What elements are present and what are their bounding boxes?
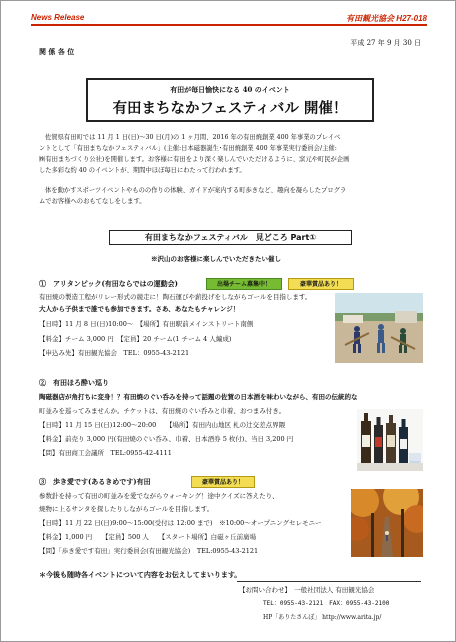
event-line: 陶磁器店が角打ちに変身！？有田焼のぐい呑みを持って話題の佐賀の日本酒を味わいながら、有田の伝統的な [39, 393, 358, 401]
intro-line: した多彩な約 40 のイベントが、期間中ほぼ毎日にわたって行われます。 [39, 167, 246, 174]
closing-note: ＊今後も随時各イベントについて内容をお伝えしてまいります。 [39, 570, 242, 579]
title-box [86, 78, 374, 122]
addressee: 関 係 各 位 [39, 47, 75, 56]
event-title-3: ③ 歩き愛です(あるきめです)有田 [39, 477, 151, 486]
event-detail: 【日時】11 月 8 日(日)10:00～ 【場所】有田駅前メインストリート南側 [39, 320, 254, 328]
section-note: ※沢山のお客様に楽しんでいただきたい催し [151, 255, 281, 263]
event-detail: 【料金】チーム 3,000 円 【定員】20 チーム(1 チーム 4 人編成) [39, 335, 232, 343]
contact-website[interactable]: HP「ありたさんぽ」 http://www.arita.jp/ [263, 614, 382, 621]
photo-autumn-path [351, 489, 423, 557]
event-line: 参数針を持って有田の町並みを愛でながらウォーキング！途中クイズに答えたり、 [39, 492, 279, 500]
contact-box [237, 581, 421, 631]
event-line: 大人から子供まで誰でも参加できます。さあ、あなたもチャレンジ！ [39, 305, 240, 313]
event-title-1: ① アリタンピック(有田ならではの運動会) [39, 279, 178, 288]
page-title: 有田まちなかフェスティバル 開催！ [112, 101, 348, 117]
intro-line: ムでお客様へのおもてなしをします。 [39, 198, 146, 205]
badge-prize: 豪華賞品あり！ [191, 476, 255, 488]
section-title-box: 有田まちなかフェスティバル 見どころ Part① [109, 230, 352, 245]
intro-line: 体を動かすスポーツイベントやものの作りの体験、ガイドが案内する町歩きなど、趣向を凝らしたプログラ [45, 187, 347, 194]
event-detail: 【申込み先】有田観光協会 TEL：0955-43-2121 [39, 349, 190, 357]
badge-team-recruit: 出場チーム募集中！ [206, 278, 282, 290]
header-news-release: News Release [31, 13, 85, 22]
event-detail: 【料金】1,000 円 【定員】500 人 【スタート場所】白磁ヶ丘前廣場 [39, 533, 257, 541]
event-line: 町並みを巡ってみませんか。チケットは、有田焼のぐい呑みと巾着、おつまみ付き。 [39, 407, 286, 415]
intro-line: 佐賀県有田町では 11 月 1 日(日)～30 日(月)の 1 ヶ月間、2016 年の有田焼創業 400 年事業のプレイベ [45, 134, 341, 141]
contact-phone: TEL：0955-43-2121 FAX：0955-43-2100 [263, 600, 390, 607]
header-rule [31, 24, 427, 26]
event-detail: 【日時】11 月 22 日(日)9:00～15:00(受付は 12:00 まで) ※10:00～オープニングセレモニー [39, 519, 322, 527]
event-line: 焼物に上るサンタを探したりしながらゴールを目指します。 [39, 505, 214, 513]
photo-sake-bottles [357, 409, 423, 471]
contact-org: 【お問い合わせ】 一般社団法人 有田観光協会 [239, 586, 375, 594]
intro-line: ㈱有田まちづくり公社)を開催します。お客様に有田をより深く楽しんでいただけるように、窯元や町民が企画 [39, 156, 350, 163]
intro-line: ントとして「有田まちなかフェスティバル」(主催:日本磁器誕生･有田焼創業 400 年事業実行委員会/主催: [39, 145, 337, 152]
event-line: 有田焼の製造工程がリレー形式の競走に！陶石運びや薪投げをしながらゴールを目指します。 [39, 293, 312, 301]
event-detail: 【日時】11 月 15 日(日)12:00～20:00 【場所】有田内山地区 札の辻交差点界隈 [39, 421, 286, 429]
title-subtitle: 有田が毎日愉快になる 40 のイベント [170, 85, 290, 94]
photo-relay-race [335, 293, 423, 363]
header-org-code: 有田観光協会 H27-018 [346, 14, 427, 23]
event-detail: 【問】「歩き愛です有田」実行委員会(有田観光協会) TEL:0955-43-2121 [39, 547, 259, 555]
event-detail: 【料金】前売り 3,000 円(有田焼のぐい呑み、巾着、日本酒券 5 枚付)、当日 3,200 円 [39, 435, 294, 443]
release-date: 平成 27 年 9 月 30 日 [350, 39, 421, 47]
event-detail: 【問】有田商工会議所 TEL:0955-42-4111 [39, 449, 172, 457]
badge-prize: 豪華賞品あり！ [288, 278, 354, 290]
event-title-2: ② 有田ほろ酔い巡り [39, 378, 109, 387]
